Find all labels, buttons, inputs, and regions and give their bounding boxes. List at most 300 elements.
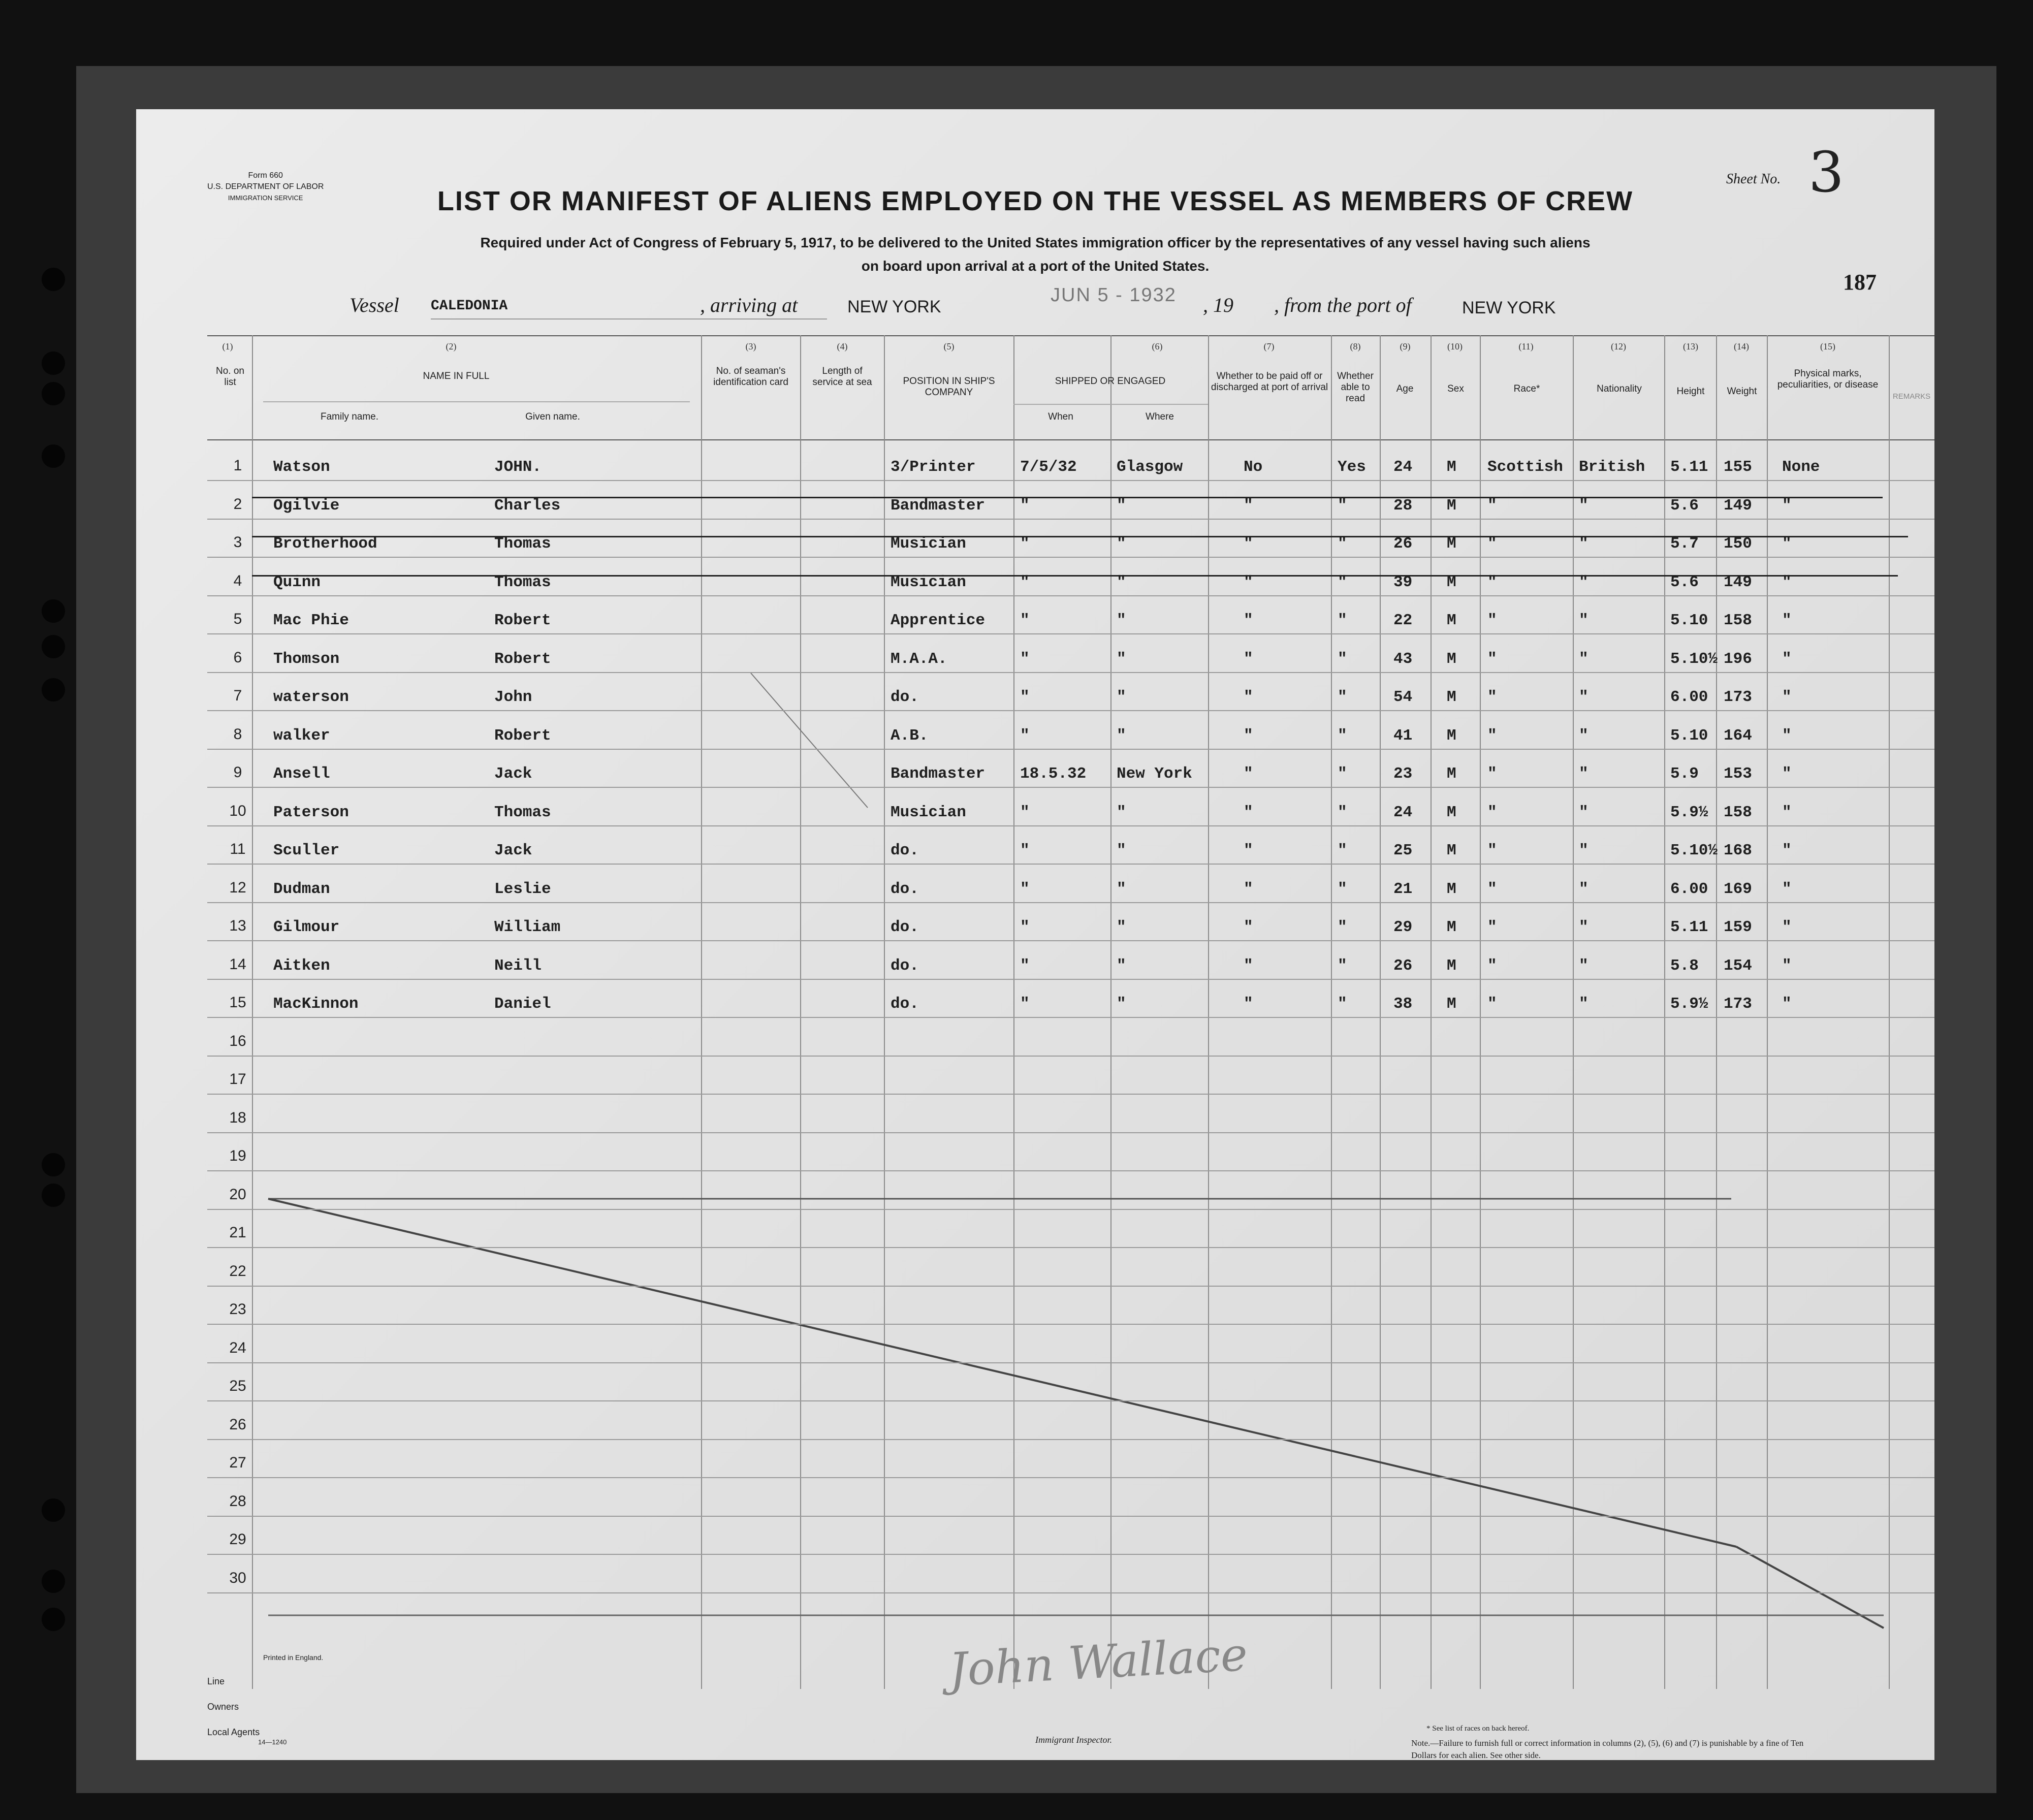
subtitle: [136, 231, 1934, 278]
cell-where: ": [1117, 573, 1126, 591]
cell-race: ": [1487, 573, 1497, 591]
cell-paid-off: ": [1244, 496, 1253, 515]
cell-race: ": [1487, 956, 1497, 975]
col-num-4: (4): [837, 341, 848, 352]
cell-height: 5.8: [1670, 956, 1699, 975]
row-number: 4: [233, 572, 242, 589]
cell-read: ": [1338, 765, 1347, 783]
cell-family: Thomson: [273, 650, 340, 668]
cell-marks: ": [1782, 918, 1792, 936]
cell-where: New York: [1117, 765, 1192, 783]
cell-where: ": [1117, 496, 1126, 515]
col-num-1: (1): [222, 341, 233, 352]
cell-nationality: ": [1579, 573, 1589, 591]
row-number: 15: [229, 994, 246, 1011]
cell-sex: M: [1447, 726, 1456, 745]
cell-sex: M: [1447, 496, 1456, 515]
cell-position: Musician: [891, 573, 966, 591]
cell-weight: 164: [1724, 726, 1752, 745]
cell-where: Glasgow: [1117, 458, 1183, 476]
cell-when: ": [1020, 726, 1030, 745]
row-number: 21: [229, 1224, 246, 1241]
cell-family: waterson: [273, 688, 349, 706]
manifest-sheet: [136, 109, 1934, 1760]
cell-given: John: [494, 688, 532, 706]
header-given-name: Given name.: [525, 411, 580, 422]
cell-given: Thomas: [494, 535, 551, 553]
subtitle-line-2: on board upon arrival at a port of the United States.: [861, 258, 1210, 274]
cell-family: Mac Phie: [273, 612, 349, 629]
cell-weight: 159: [1724, 918, 1752, 936]
cell-marks: ": [1782, 650, 1792, 668]
cell-height: 5.11: [1670, 918, 1708, 936]
cell-where: ": [1117, 918, 1126, 936]
cell-given: Jack: [494, 842, 532, 859]
cell-position: Musician: [891, 803, 966, 821]
col-num-8: (8): [1350, 341, 1361, 352]
cell-marks: ": [1782, 842, 1792, 859]
col-num-9: (9): [1400, 341, 1411, 352]
cell-nationality: ": [1579, 535, 1589, 553]
header-paid-off: Whether to be paid off or discharged at port of arrival: [1211, 371, 1328, 393]
row-number: 5: [233, 611, 242, 627]
cell-age: 43: [1393, 650, 1413, 668]
cell-given: Robert: [494, 612, 551, 629]
cell-height: 5.11: [1670, 458, 1708, 476]
vessel-label: Vessel: [350, 294, 399, 316]
cell-position: do.: [891, 956, 919, 975]
col-num-6: (6): [1152, 341, 1163, 352]
header-height: Height: [1676, 386, 1705, 397]
cell-race: ": [1487, 842, 1497, 859]
row-number: 26: [229, 1416, 246, 1433]
inspector-signature: John Wallace: [947, 1627, 1249, 1697]
cell-weight: 149: [1724, 496, 1752, 515]
cell-where: ": [1117, 842, 1126, 859]
cell-where: ": [1117, 880, 1126, 898]
cell-race: ": [1487, 535, 1497, 553]
cell-when: ": [1020, 650, 1030, 668]
cell-paid-off: ": [1244, 726, 1253, 745]
cell-position: 3/Printer: [891, 458, 976, 476]
cell-paid-off: ": [1244, 880, 1253, 898]
col-num-13: (13): [1683, 341, 1698, 352]
cell-age: 29: [1393, 918, 1413, 936]
cell-read: ": [1338, 880, 1347, 898]
header-length-service: Length of service at sea: [812, 366, 872, 388]
cell-age: 26: [1393, 956, 1413, 975]
date-stamp: JUN 5 - 1932: [1051, 284, 1177, 306]
row-number: 22: [229, 1262, 246, 1280]
cell-sex: M: [1447, 956, 1456, 975]
cell-sex: M: [1447, 688, 1456, 706]
row-number: 14: [229, 955, 246, 973]
cell-paid-off: ": [1244, 688, 1253, 706]
cell-nationality: British: [1579, 458, 1645, 476]
cell-nationality: ": [1579, 956, 1589, 975]
cell-position: do.: [891, 842, 919, 859]
cell-family: Dudman: [273, 880, 330, 898]
cell-marks: None: [1782, 458, 1820, 476]
cell-sex: M: [1447, 880, 1456, 898]
cell-marks: ": [1782, 803, 1792, 821]
cell-age: 24: [1393, 803, 1413, 821]
cell-weight: 196: [1724, 650, 1752, 668]
cell-position: do.: [891, 688, 919, 706]
cell-race: ": [1487, 880, 1497, 898]
row-number: 2: [233, 495, 242, 513]
cell-when: ": [1020, 842, 1030, 859]
cell-height: 5.7: [1670, 535, 1699, 553]
cell-position: A.B.: [891, 726, 929, 745]
cell-where: ": [1117, 803, 1126, 821]
sheet-label: Sheet No.: [1726, 171, 1781, 187]
cell-where: ": [1117, 956, 1126, 975]
subtitle-line-1: Required under Act of Congress of February 5, 1917, to be delivered to the United States immigration officer by the representatives of any vessel having such aliens: [480, 235, 1591, 250]
cell-height: 5.9½: [1670, 995, 1708, 1013]
header-shipped: SHIPPED OR ENGAGED: [1055, 376, 1166, 387]
row-number: 7: [233, 687, 242, 704]
cell-paid-off: ": [1244, 765, 1253, 783]
cell-family: Sculler: [273, 842, 340, 859]
cell-sex: M: [1447, 803, 1456, 821]
cell-position: do.: [891, 995, 919, 1013]
cell-read: ": [1338, 535, 1347, 553]
row-number: 28: [229, 1492, 246, 1510]
cell-where: ": [1117, 688, 1126, 706]
cell-given: Jack: [494, 765, 532, 783]
cell-age: 24: [1393, 458, 1413, 476]
cell-weight: 150: [1724, 535, 1752, 553]
cell-paid-off: ": [1244, 803, 1253, 821]
cell-race: ": [1487, 765, 1497, 783]
cell-position: Musician: [891, 535, 966, 553]
form-number: Form 660: [248, 171, 283, 180]
cell-weight: 169: [1724, 880, 1752, 898]
year-label: , 19: [1203, 294, 1233, 316]
header-id-card: No. of seaman's identification card: [713, 366, 788, 388]
cell-family: Aitken: [273, 956, 330, 975]
cell-height: 5.10: [1670, 726, 1708, 745]
cell-nationality: ": [1579, 842, 1589, 859]
header-family-name: Family name.: [320, 411, 379, 422]
cell-read: ": [1338, 956, 1347, 975]
cell-paid-off: ": [1244, 573, 1253, 591]
row-number: 19: [229, 1147, 246, 1164]
row-number: 25: [229, 1378, 246, 1394]
cell-paid-off: ": [1244, 612, 1253, 629]
cell-read: ": [1338, 496, 1347, 515]
cell-when: ": [1020, 496, 1030, 515]
cell-given: Charles: [494, 496, 561, 515]
cell-weight: 158: [1724, 803, 1752, 821]
cell-height: 5.9: [1670, 765, 1699, 783]
printed-in: Printed in England.: [263, 1653, 324, 1662]
owners-label: Owners: [207, 1702, 239, 1712]
cell-height: 5.10: [1670, 612, 1708, 629]
cell-paid-off: ": [1244, 956, 1253, 975]
cell-sex: M: [1447, 995, 1456, 1013]
cell-race: ": [1487, 803, 1497, 821]
cell-where: ": [1117, 535, 1126, 553]
cell-weight: 154: [1724, 956, 1752, 975]
cell-given: JOHN.: [494, 458, 542, 476]
crew-table: [207, 335, 1934, 1689]
cell-weight: 173: [1724, 688, 1752, 706]
cell-marks: ": [1782, 535, 1792, 553]
cell-family: Quinn: [273, 573, 321, 591]
row-number: 29: [229, 1531, 246, 1548]
cell-read: Yes: [1338, 458, 1366, 476]
col-num-5: (5): [943, 341, 955, 352]
cell-age: 23: [1393, 765, 1413, 783]
header-where: Where: [1146, 411, 1174, 422]
header-no-on-list: No. on list: [216, 366, 244, 388]
sheet-number: 3: [1808, 140, 1844, 205]
cell-position: Bandmaster: [891, 765, 986, 783]
inspector-label: Immigrant Inspector.: [1035, 1735, 1112, 1745]
cell-when: ": [1020, 918, 1030, 936]
cell-family: Gilmour: [273, 918, 340, 936]
penalty-note: Note.—Failure to furnish full or correct information in columns (2), (5), (6) and (7) is punishable by a fine of Ten Dollars for each alien. See other side.: [1411, 1738, 1804, 1760]
cell-age: 25: [1393, 842, 1413, 859]
cell-family: Watson: [273, 458, 330, 476]
cell-given: Robert: [494, 650, 551, 668]
cell-marks: ": [1782, 496, 1792, 515]
cell-sex: M: [1447, 573, 1456, 591]
col-num-12: (12): [1611, 341, 1626, 352]
header-when: When: [1048, 411, 1073, 422]
cell-nationality: ": [1579, 880, 1589, 898]
cell-marks: ": [1782, 765, 1792, 783]
row-number: 10: [229, 802, 246, 819]
vessel-name: CALEDONIA: [431, 298, 508, 314]
col-num-7: (7): [1263, 341, 1275, 352]
cell-marks: ": [1782, 995, 1792, 1013]
from-port: NEW YORK: [1462, 298, 1556, 317]
cell-given: William: [494, 918, 561, 936]
cell-when: ": [1020, 573, 1030, 591]
cell-sex: M: [1447, 535, 1456, 553]
cell-marks: ": [1782, 880, 1792, 898]
cell-family: Ogilvie: [273, 496, 340, 515]
cell-read: ": [1338, 995, 1347, 1013]
header-sex: Sex: [1447, 384, 1464, 394]
cell-nationality: ": [1579, 803, 1589, 821]
cell-sex: M: [1447, 765, 1456, 783]
row-number: 20: [229, 1186, 246, 1203]
header-position: POSITION IN SHIP'S COMPANY: [903, 376, 995, 398]
row-number: 23: [229, 1301, 246, 1318]
cell-when: ": [1020, 535, 1030, 553]
cell-paid-off: ": [1244, 995, 1253, 1013]
cell-weight: 149: [1724, 573, 1752, 591]
cell-when: 7/5/32: [1020, 458, 1077, 476]
col-num-3: (3): [745, 341, 756, 352]
cell-given: Daniel: [494, 995, 551, 1013]
cell-position: do.: [891, 880, 919, 898]
cell-age: 38: [1393, 995, 1413, 1013]
page-title: LIST OR MANIFEST OF ALIENS EMPLOYED ON THE VESSEL AS MEMBERS OF CREW: [437, 186, 1634, 216]
header-age: Age: [1396, 384, 1414, 394]
row-number: 9: [233, 764, 242, 781]
cell-nationality: ": [1579, 612, 1589, 629]
cell-where: ": [1117, 995, 1126, 1013]
cell-age: 39: [1393, 573, 1413, 591]
cell-weight: 155: [1724, 458, 1752, 476]
cell-sex: M: [1447, 918, 1456, 936]
row-number: 17: [229, 1071, 246, 1088]
cell-race: ": [1487, 726, 1497, 745]
cell-marks: ": [1782, 573, 1792, 591]
header-name: NAME IN FULL: [423, 371, 490, 381]
cell-family: Brotherhood: [273, 535, 377, 553]
arriving-port: NEW YORK: [847, 297, 941, 316]
cell-age: 21: [1393, 880, 1413, 898]
cell-paid-off: No: [1244, 458, 1263, 476]
cell-given: Neill: [494, 956, 542, 975]
row-number: 11: [230, 841, 246, 857]
cell-race: ": [1487, 612, 1497, 629]
cell-marks: ": [1782, 726, 1792, 745]
header-race: Race*: [1513, 384, 1540, 394]
cell-read: ": [1338, 688, 1347, 706]
header-nationality: Nationality: [1597, 384, 1642, 394]
row-number: 16: [229, 1032, 246, 1049]
cell-read: ": [1338, 726, 1347, 745]
cell-sex: M: [1447, 842, 1456, 859]
service: IMMIGRATION SERVICE: [228, 194, 303, 202]
row-number: 18: [229, 1109, 246, 1126]
col-num-15: (15): [1820, 341, 1835, 352]
cell-height: 5.10½: [1670, 842, 1718, 859]
cell-read: ": [1338, 842, 1347, 859]
cell-height: 6.00: [1670, 880, 1708, 898]
cell-race: ": [1487, 918, 1497, 936]
cell-race: ": [1487, 496, 1497, 515]
cell-nationality: ": [1579, 726, 1589, 745]
cell-age: 28: [1393, 496, 1413, 515]
cell-height: 5.10½: [1670, 650, 1718, 668]
header-physical-marks: Physical marks, peculiarities, or disease: [1777, 368, 1879, 390]
cell-height: 5.6: [1670, 573, 1699, 591]
col-num-2: (2): [446, 341, 457, 352]
cell-nationality: ": [1579, 765, 1589, 783]
cell-when: ": [1020, 688, 1030, 706]
cell-height: 6.00: [1670, 688, 1708, 706]
cell-given: Leslie: [494, 880, 551, 898]
department: U.S. DEPARTMENT OF LABOR: [207, 182, 324, 191]
cell-read: ": [1338, 573, 1347, 591]
row-number: 24: [229, 1339, 246, 1356]
cell-race: ": [1487, 995, 1497, 1013]
row-number: 3: [233, 534, 242, 551]
cell-when: 18.5.32: [1020, 765, 1087, 783]
cell-height: 5.6: [1670, 496, 1699, 515]
cell-read: ": [1338, 612, 1347, 629]
cell-nationality: ": [1579, 918, 1589, 936]
cell-read: ": [1338, 918, 1347, 936]
col-num-10: (10): [1447, 341, 1463, 352]
cell-nationality: ": [1579, 995, 1589, 1013]
race-note: * See list of races on back hereof.: [1426, 1725, 1530, 1733]
cell-when: ": [1020, 956, 1030, 975]
cell-given: Robert: [494, 726, 551, 745]
form-code: 14—1240: [258, 1738, 287, 1746]
cell-sex: M: [1447, 612, 1456, 629]
cell-when: ": [1020, 995, 1030, 1013]
cell-when: ": [1020, 880, 1030, 898]
row-number: 12: [229, 879, 246, 896]
cell-weight: 158: [1724, 612, 1752, 629]
cell-where: ": [1117, 612, 1126, 629]
cell-weight: 168: [1724, 842, 1752, 859]
row-number: 13: [229, 917, 246, 934]
cell-height: 5.9½: [1670, 803, 1708, 821]
cell-when: ": [1020, 803, 1030, 821]
cell-position: Bandmaster: [891, 496, 986, 515]
cell-read: ": [1338, 650, 1347, 668]
cell-paid-off: ": [1244, 918, 1253, 936]
header-able-read: Whether able to read: [1337, 371, 1374, 404]
cell-nationality: ": [1579, 650, 1589, 668]
agents-label: Local Agents: [207, 1727, 260, 1737]
arriving-label: , arriving at: [700, 294, 798, 316]
from-label: , from the port of: [1274, 294, 1412, 316]
row-number: 8: [233, 725, 242, 743]
cell-family: walker: [273, 726, 330, 745]
row-number: 6: [233, 649, 242, 666]
cell-position: Apprentice: [891, 612, 986, 629]
cell-where: ": [1117, 650, 1126, 668]
cell-position: M.A.A.: [891, 650, 947, 668]
manifest-number: 187: [1843, 270, 1877, 295]
row-number: 30: [229, 1569, 246, 1586]
cell-age: 26: [1393, 535, 1413, 553]
line-label: Line: [207, 1676, 225, 1686]
header-weight: Weight: [1727, 386, 1757, 397]
cell-weight: 153: [1724, 765, 1752, 783]
cell-age: 54: [1393, 688, 1413, 706]
cell-sex: M: [1447, 458, 1456, 476]
cell-age: 22: [1393, 612, 1413, 629]
cell-given: Thomas: [494, 803, 551, 821]
cell-marks: ": [1782, 612, 1792, 629]
header-remarks: REMARKS: [1892, 392, 1931, 401]
cell-when: ": [1020, 612, 1030, 629]
cell-given: Thomas: [494, 573, 551, 591]
col-num-11: (11): [1518, 341, 1534, 352]
cell-paid-off: ": [1244, 535, 1253, 553]
cell-race: Scottish: [1487, 458, 1563, 476]
cell-paid-off: ": [1244, 650, 1253, 668]
cell-read: ": [1338, 803, 1347, 821]
cell-race: ": [1487, 650, 1497, 668]
cell-where: ": [1117, 726, 1126, 745]
cell-marks: ": [1782, 956, 1792, 975]
row-number: 27: [229, 1454, 246, 1471]
cell-family: Ansell: [273, 765, 330, 783]
cell-position: do.: [891, 918, 919, 936]
cell-weight: 173: [1724, 995, 1752, 1013]
cell-race: ": [1487, 688, 1497, 706]
cell-paid-off: ": [1244, 842, 1253, 859]
row-number: 1: [233, 457, 242, 474]
col-num-14: (14): [1734, 341, 1749, 352]
cell-nationality: ": [1579, 496, 1589, 515]
cell-family: Paterson: [273, 803, 349, 821]
cell-family: MacKinnon: [273, 995, 359, 1013]
